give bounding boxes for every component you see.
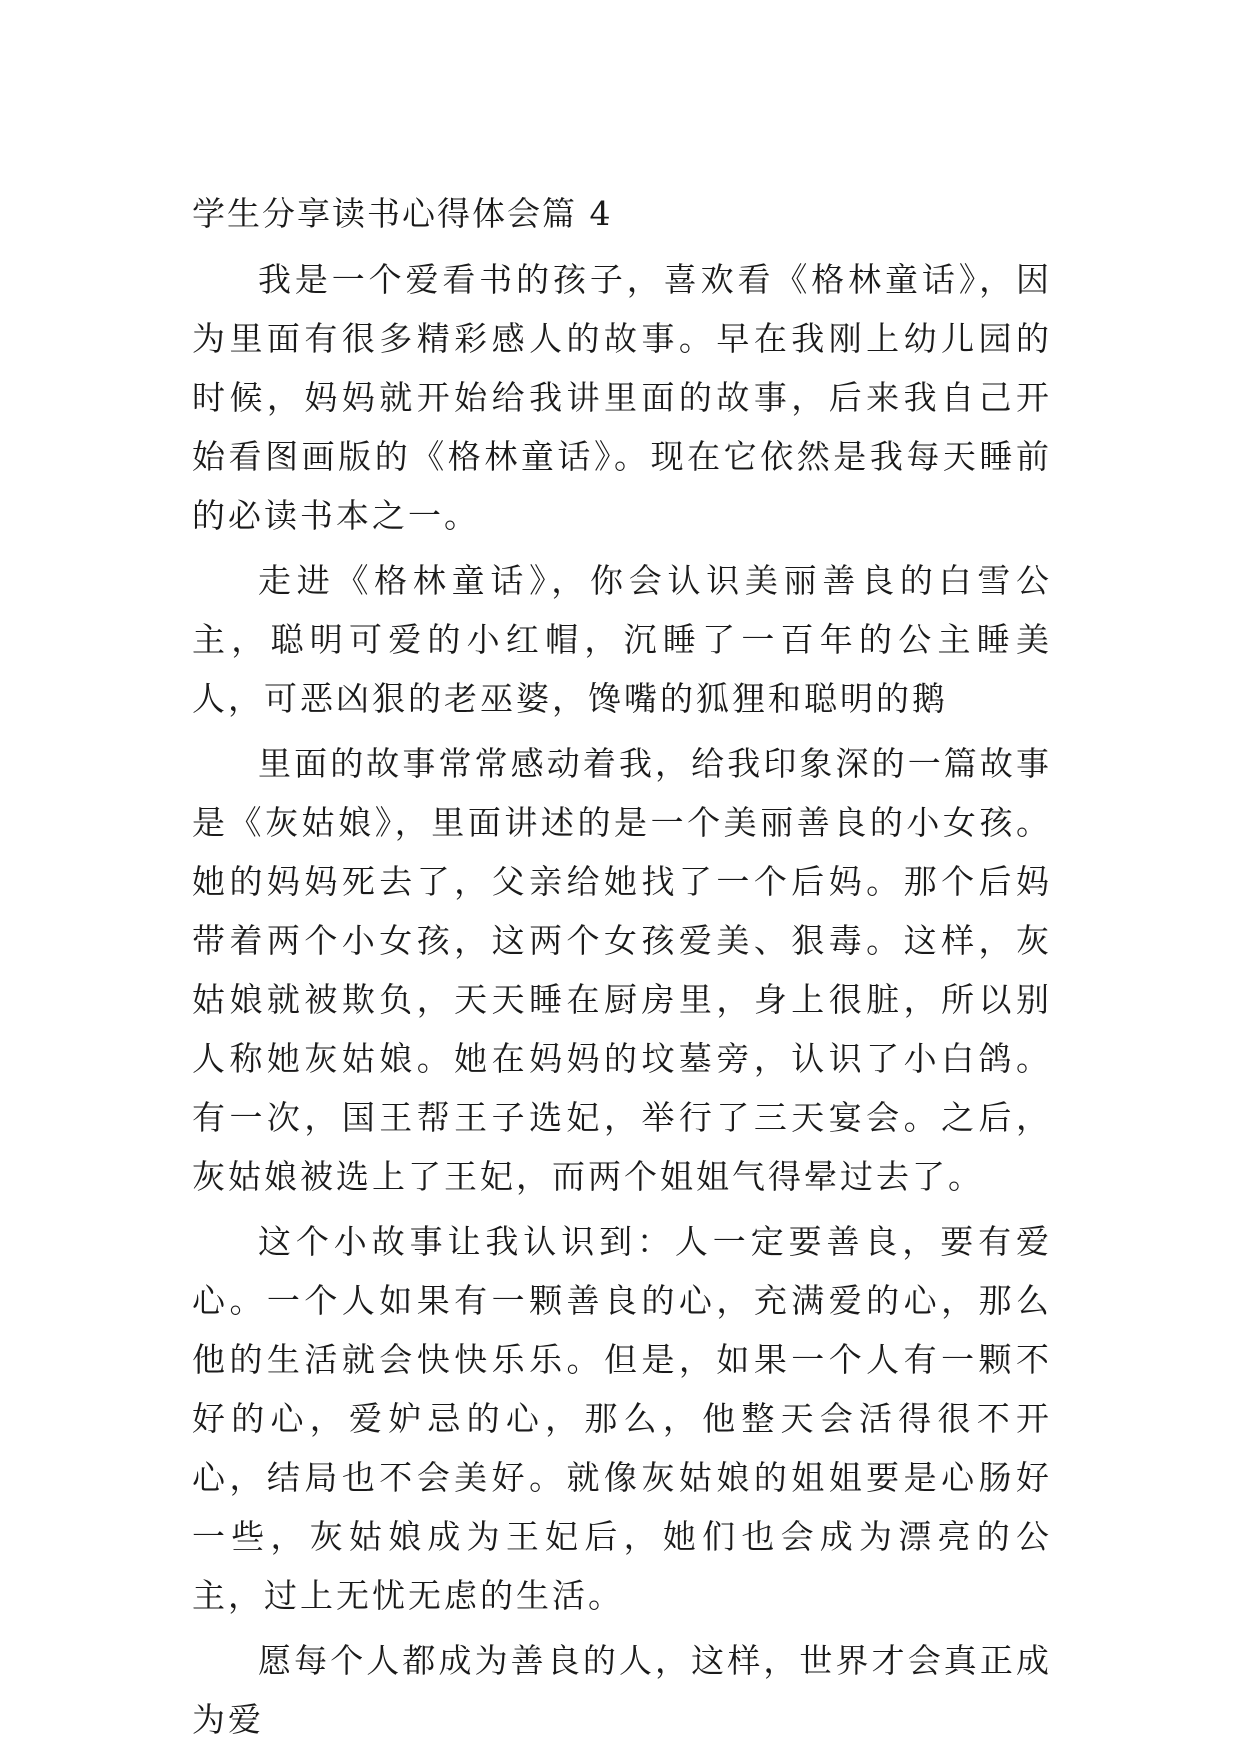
paragraph-2: 走进《格林童话》，你会认识美丽善良的白雪公主，聪明可爱的小红帽，沉睡了一百年的公主睡美人，可恶凶狠的老巫婆，馋嘴的狐狸和聪明的鹅 [192, 561, 1052, 718]
document-page [192, 190, 1052, 1755]
document-title: 学生分享读书心得体会篇 4 [192, 194, 613, 233]
paragraph-4: 这个小故事让我认识到：人一定要善良，要有爱心。一个人如果有一颗善良的心，充满爱的心，那么他的生活就会快快乐乐。但是，如果一个人有一颗不好的心，爱妒忌的心，那么，他整天会活得很不开心，结局也不会美好。就像灰姑娘的姐姐要是心肠好一些，灰姑娘成为王妃后，她们也会成为漂亮的公主，过上无忧无虑的生活。 [192, 1222, 1052, 1615]
paragraph-5: 愿每个人都成为善良的人，这样，世界才会真正成为爱 [192, 1641, 1052, 1739]
paragraph-1: 我是一个爱看书的孩子，喜欢看《格林童话》，因为里面有很多精彩感人的故事。早在我刚上幼儿园的时候，妈妈就开始给我讲里面的故事，后来我自己开始看图画版的《格林童话》。现在它依然是我每天睡前的必读书本之一。 [192, 260, 1052, 535]
paragraph-3: 里面的故事常常感动着我，给我印象深的一篇故事是《灰姑娘》，里面讲述的是一个美丽善良的小女孩。她的妈妈死去了，父亲给她找了一个后妈。那个后妈带着两个小女孩，这两个女孩爱美、狠毒。这样，灰姑娘就被欺负，天天睡在厨房里，身上很脏，所以别人称她灰姑娘。她在妈妈的坟墓旁，认识了小白鸽。有一次，国王帮王子选妃，举行了三天宴会。之后，灰姑娘被选上了王妃，而两个姐姐气得晕过去了。 [192, 744, 1052, 1196]
